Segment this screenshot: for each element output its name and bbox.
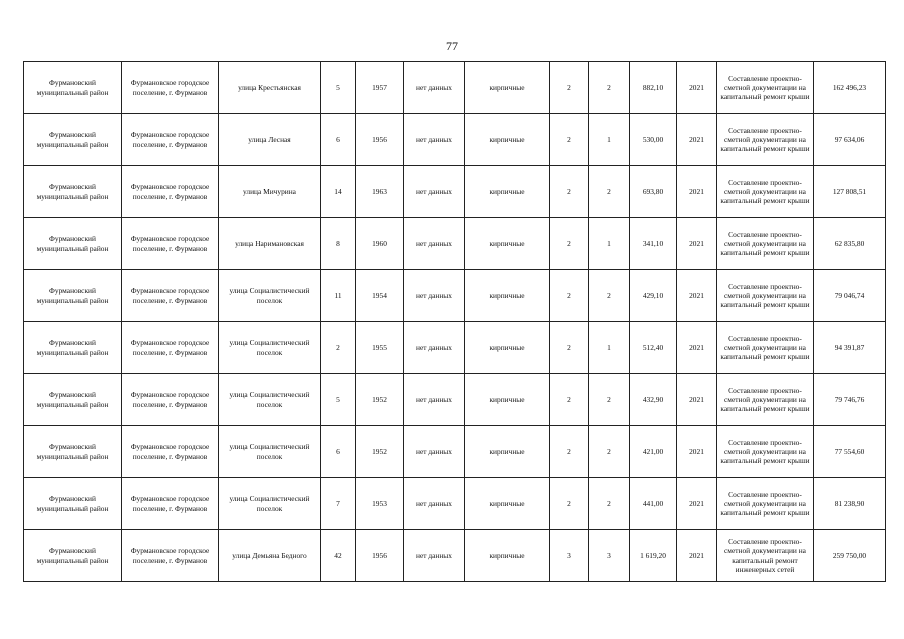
settlement-cell: Фурмановское городское поселение, г. Фурманов [122, 478, 219, 530]
entrances-cell: 3 [589, 530, 630, 582]
street-cell: улица Социалистический поселок [219, 270, 321, 322]
table-row [24, 114, 886, 166]
house-number-cell: 5 [321, 374, 356, 426]
build-year-cell: 1956 [356, 530, 404, 582]
entrances-cell: 2 [589, 270, 630, 322]
data-status-cell: нет данных [404, 166, 465, 218]
wall-material-cell: кирпичные [465, 218, 550, 270]
house-number-cell: 2 [321, 322, 356, 374]
house-number-cell: 14 [321, 166, 356, 218]
floors-cell: 3 [550, 530, 589, 582]
cost-cell: 97 634,06 [814, 114, 886, 166]
house-number-cell: 6 [321, 114, 356, 166]
wall-material-cell: кирпичные [465, 478, 550, 530]
settlement-cell: Фурмановское городское поселение, г. Фурманов [122, 530, 219, 582]
settlement-cell: Фурмановское городское поселение, г. Фурманов [122, 114, 219, 166]
street-cell: улица Лесная [219, 114, 321, 166]
table-row [24, 62, 886, 114]
house-number-cell: 7 [321, 478, 356, 530]
house-number-cell: 8 [321, 218, 356, 270]
settlement-cell: Фурмановское городское поселение, г. Фурманов [122, 166, 219, 218]
plan-year-cell: 2021 [677, 426, 717, 478]
street-cell: улица Социалистический поселок [219, 322, 321, 374]
plan-year-cell: 2021 [677, 478, 717, 530]
data-status-cell: нет данных [404, 270, 465, 322]
cost-cell: 81 238,90 [814, 478, 886, 530]
area-cell: 512,40 [630, 322, 677, 374]
street-cell: улица Социалистический поселок [219, 478, 321, 530]
data-status-cell: нет данных [404, 478, 465, 530]
district-cell: Фурмановский муниципальный район [24, 114, 122, 166]
settlement-cell: Фурмановское городское поселение, г. Фурманов [122, 62, 219, 114]
work-type-cell: Составление проектно-сметной документации на капитальный ремонт крыши [717, 270, 814, 322]
district-cell: Фурмановский муниципальный район [24, 374, 122, 426]
plan-year-cell: 2021 [677, 114, 717, 166]
area-cell: 421,00 [630, 426, 677, 478]
district-cell: Фурмановский муниципальный район [24, 270, 122, 322]
house-number-cell: 42 [321, 530, 356, 582]
table-row [24, 322, 886, 374]
plan-year-cell: 2021 [677, 62, 717, 114]
entrances-cell: 2 [589, 478, 630, 530]
table-row [24, 218, 886, 270]
work-type-cell: Составление проектно-сметной документации на капитальный ремонт крыши [717, 114, 814, 166]
table-row [24, 270, 886, 322]
district-cell: Фурмановский муниципальный район [24, 166, 122, 218]
cost-cell: 79 746,76 [814, 374, 886, 426]
plan-year-cell: 2021 [677, 166, 717, 218]
work-type-cell: Составление проектно-сметной документации на капитальный ремонт крыши [717, 478, 814, 530]
area-cell: 432,90 [630, 374, 677, 426]
build-year-cell: 1963 [356, 166, 404, 218]
work-type-cell: Составление проектно-сметной документации на капитальный ремонт крыши [717, 62, 814, 114]
house-number-cell: 5 [321, 62, 356, 114]
house-number-cell: 6 [321, 426, 356, 478]
plan-year-cell: 2021 [677, 530, 717, 582]
floors-cell: 2 [550, 218, 589, 270]
entrances-cell: 1 [589, 114, 630, 166]
wall-material-cell: кирпичные [465, 62, 550, 114]
entrances-cell: 2 [589, 166, 630, 218]
entrances-cell: 2 [589, 426, 630, 478]
floors-cell: 2 [550, 426, 589, 478]
entrances-cell: 1 [589, 218, 630, 270]
settlement-cell: Фурмановское городское поселение, г. Фурманов [122, 270, 219, 322]
area-cell: 441,00 [630, 478, 677, 530]
plan-year-cell: 2021 [677, 322, 717, 374]
plan-year-cell: 2021 [677, 218, 717, 270]
table-body [24, 62, 886, 582]
data-status-cell: нет данных [404, 218, 465, 270]
data-status-cell: нет данных [404, 114, 465, 166]
area-cell: 429,10 [630, 270, 677, 322]
work-type-cell: Составление проектно-сметной документации на капитальный ремонт крыши [717, 426, 814, 478]
work-type-cell: Составление проектно-сметной документации на капитальный ремонт крыши [717, 374, 814, 426]
settlement-cell: Фурмановское городское поселение, г. Фурманов [122, 426, 219, 478]
wall-material-cell: кирпичные [465, 322, 550, 374]
cost-cell: 77 554,60 [814, 426, 886, 478]
area-cell: 693,80 [630, 166, 677, 218]
wall-material-cell: кирпичные [465, 166, 550, 218]
wall-material-cell: кирпичные [465, 270, 550, 322]
floors-cell: 2 [550, 270, 589, 322]
page-number: 77 [446, 39, 458, 53]
settlement-cell: Фурмановское городское поселение, г. Фурманов [122, 374, 219, 426]
street-cell: улица Мичурина [219, 166, 321, 218]
area-cell: 1 619,20 [630, 530, 677, 582]
district-cell: Фурмановский муниципальный район [24, 426, 122, 478]
build-year-cell: 1952 [356, 426, 404, 478]
build-year-cell: 1952 [356, 374, 404, 426]
cost-cell: 62 835,80 [814, 218, 886, 270]
data-status-cell: нет данных [404, 62, 465, 114]
data-status-cell: нет данных [404, 322, 465, 374]
house-number-cell: 11 [321, 270, 356, 322]
district-cell: Фурмановский муниципальный район [24, 218, 122, 270]
street-cell: улица Социалистический поселок [219, 374, 321, 426]
wall-material-cell: кирпичные [465, 426, 550, 478]
street-cell: улица Крестьянская [219, 62, 321, 114]
floors-cell: 2 [550, 62, 589, 114]
data-status-cell: нет данных [404, 374, 465, 426]
street-cell: улица Социалистический поселок [219, 426, 321, 478]
street-cell: улица Наримановская [219, 218, 321, 270]
cost-cell: 94 391,87 [814, 322, 886, 374]
build-year-cell: 1955 [356, 322, 404, 374]
table-row [24, 426, 886, 478]
floors-cell: 2 [550, 114, 589, 166]
build-year-cell: 1956 [356, 114, 404, 166]
district-cell: Фурмановский муниципальный район [24, 62, 122, 114]
work-type-cell: Составление проектно-сметной документации на капитальный ремонт крыши [717, 166, 814, 218]
floors-cell: 2 [550, 374, 589, 426]
work-type-cell: Составление проектно-сметной документации на капитальный ремонт крыши [717, 218, 814, 270]
table-row [24, 166, 886, 218]
district-cell: Фурмановский муниципальный район [24, 322, 122, 374]
build-year-cell: 1953 [356, 478, 404, 530]
area-cell: 341,10 [630, 218, 677, 270]
street-cell: улица Демьяна Бедного [219, 530, 321, 582]
plan-year-cell: 2021 [677, 374, 717, 426]
floors-cell: 2 [550, 166, 589, 218]
floors-cell: 2 [550, 478, 589, 530]
work-type-cell: Составление проектно-сметной документации на капитальный ремонт крыши [717, 322, 814, 374]
wall-material-cell: кирпичные [465, 530, 550, 582]
area-cell: 530,00 [630, 114, 677, 166]
cost-cell: 127 808,51 [814, 166, 886, 218]
cost-cell: 162 496,23 [814, 62, 886, 114]
data-status-cell: нет данных [404, 530, 465, 582]
entrances-cell: 1 [589, 322, 630, 374]
data-status-cell: нет данных [404, 426, 465, 478]
work-type-cell: Составление проектно-сметной документации на капитальный ремонт инженерных сетей [717, 530, 814, 582]
plan-year-cell: 2021 [677, 270, 717, 322]
housing-repair-table [23, 61, 886, 582]
build-year-cell: 1960 [356, 218, 404, 270]
table-row [24, 374, 886, 426]
wall-material-cell: кирпичные [465, 114, 550, 166]
entrances-cell: 2 [589, 62, 630, 114]
settlement-cell: Фурмановское городское поселение, г. Фурманов [122, 322, 219, 374]
entrances-cell: 2 [589, 374, 630, 426]
cost-cell: 259 750,00 [814, 530, 886, 582]
table-row [24, 478, 886, 530]
area-cell: 882,10 [630, 62, 677, 114]
floors-cell: 2 [550, 322, 589, 374]
wall-material-cell: кирпичные [465, 374, 550, 426]
district-cell: Фурмановский муниципальный район [24, 530, 122, 582]
settlement-cell: Фурмановское городское поселение, г. Фурманов [122, 218, 219, 270]
district-cell: Фурмановский муниципальный район [24, 478, 122, 530]
table-row [24, 530, 886, 582]
build-year-cell: 1957 [356, 62, 404, 114]
cost-cell: 79 046,74 [814, 270, 886, 322]
build-year-cell: 1954 [356, 270, 404, 322]
